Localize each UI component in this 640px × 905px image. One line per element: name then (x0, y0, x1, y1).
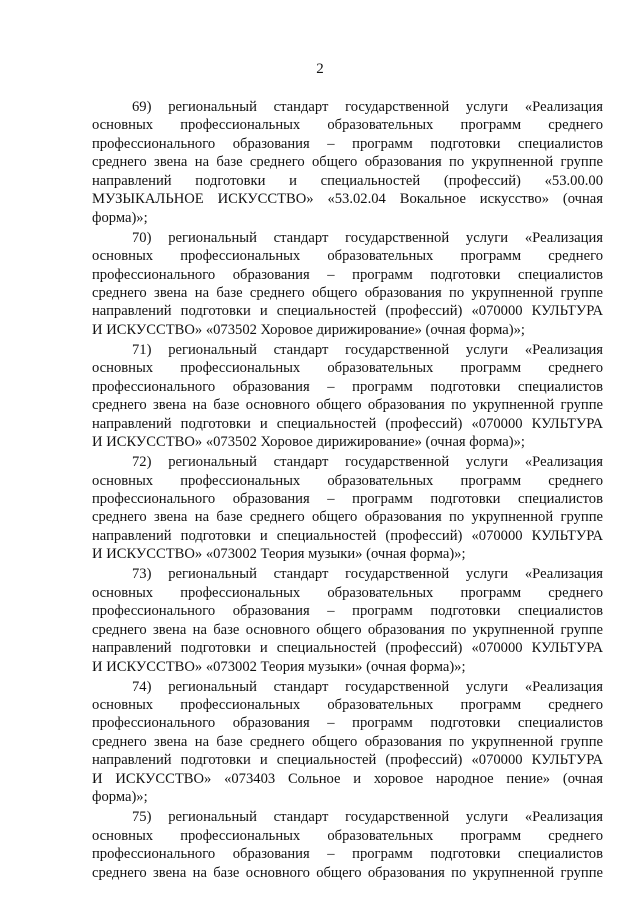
text-line: 74) региональный стандарт государственной услуги «Реализация (132, 678, 603, 695)
text-line: 72) региональный стандарт государственной услуги «Реализация (132, 454, 603, 471)
list-item (92, 453, 603, 564)
text-line: направлений подготовки и специальностей (профессий) «53.00.00 (92, 172, 603, 189)
text-line: И ИСКУССТВО» «073403 Сольное и хоровое народное пение» (очная (92, 770, 603, 787)
text-line: И ИСКУССТВО» «073502 Хоровое дирижирование» (очная форма)»; (92, 321, 525, 338)
text-line: основных профессиональных образовательных программ среднего (92, 696, 603, 713)
text-line: 71) региональный стандарт государственной услуги «Реализация (132, 341, 603, 358)
text-line: основных профессиональных образовательных программ среднего (92, 248, 603, 265)
text-line: среднего звена на базе основного общего образования по укрупненной группе (92, 864, 603, 881)
list-item (92, 565, 603, 676)
text-line: направлений подготовки и специальностей (профессий) «070000 КУЛЬТУРА (92, 527, 603, 544)
text-line: направлений подготовки и специальностей (профессий) «070000 КУЛЬТУРА (92, 640, 603, 657)
text-line: 73) региональный стандарт государственной услуги «Реализация (132, 566, 603, 583)
list-item (92, 98, 603, 227)
text-line: И ИСКУССТВО» «073002 Теория музыки» (очная форма)»; (92, 658, 466, 675)
text-line: направлений подготовки и специальностей (профессий) «070000 КУЛЬТУРА (92, 752, 603, 769)
text-line: среднего звена на базе среднего общего образования по укрупненной группе (92, 509, 603, 526)
document-body (92, 98, 603, 884)
text-line: среднего звена на базе основного общего образования по укрупненной группе (92, 621, 603, 638)
text-line: среднего звена на базе основного общего образования по укрупненной группе (92, 397, 603, 414)
text-line: И ИСКУССТВО» «073002 Теория музыки» (очная форма)»; (92, 546, 466, 563)
text-line: форма)»; (92, 789, 148, 806)
text-line: профессионального образования – программ подготовки специалистов (92, 266, 603, 283)
list-item (92, 808, 603, 882)
text-line: среднего звена на базе среднего общего образования по укрупненной группе (92, 154, 603, 171)
text-line: основных профессиональных образовательных программ среднего (92, 827, 603, 844)
text-line: основных профессиональных образовательных программ среднего (92, 584, 603, 601)
list-item (92, 229, 603, 340)
text-line: 75) региональный стандарт государственной услуги «Реализация (132, 809, 603, 826)
text-line: профессионального образования – программ подготовки специалистов (92, 846, 603, 863)
text-line: среднего звена на базе среднего общего образования по укрупненной группе (92, 284, 603, 301)
text-line: 69) региональный стандарт государственной услуги «Реализация (132, 99, 603, 115)
text-line: профессионального образования – программ подготовки специалистов (92, 378, 603, 395)
text-line: 70) региональный стандарт государственной услуги «Реализация (132, 229, 603, 246)
text-line: форма)»; (92, 209, 148, 226)
text-line: основных профессиональных образовательных программ среднего (92, 360, 603, 377)
text-line: основных профессиональных образовательных программ среднего (92, 117, 603, 134)
list-item (92, 678, 603, 807)
text-line: профессионального образования – программ подготовки специалистов (92, 490, 603, 507)
text-line: профессионального образования – программ подготовки специалистов (92, 135, 603, 152)
text-line: МУЗЫКАЛЬНОЕ ИСКУССТВО» «53.02.04 Вокальное искусство» (очная (92, 191, 603, 208)
text-line: профессионального образования – программ подготовки специалистов (92, 603, 603, 620)
text-line: направлений подготовки и специальностей (профессий) «070000 КУЛЬТУРА (92, 415, 603, 432)
list-item (92, 341, 603, 452)
text-line: профессионального образования – программ подготовки специалистов (92, 715, 603, 732)
page-number: 2 (316, 61, 324, 77)
text-line: направлений подготовки и специальностей (профессий) «070000 КУЛЬТУРА (92, 303, 603, 320)
text-line: основных профессиональных образовательных программ среднего (92, 472, 603, 489)
text-line: среднего звена на базе среднего общего образования по укрупненной группе (92, 733, 603, 750)
text-line: И ИСКУССТВО» «073502 Хоровое дирижирование» (очная форма)»; (92, 434, 525, 451)
